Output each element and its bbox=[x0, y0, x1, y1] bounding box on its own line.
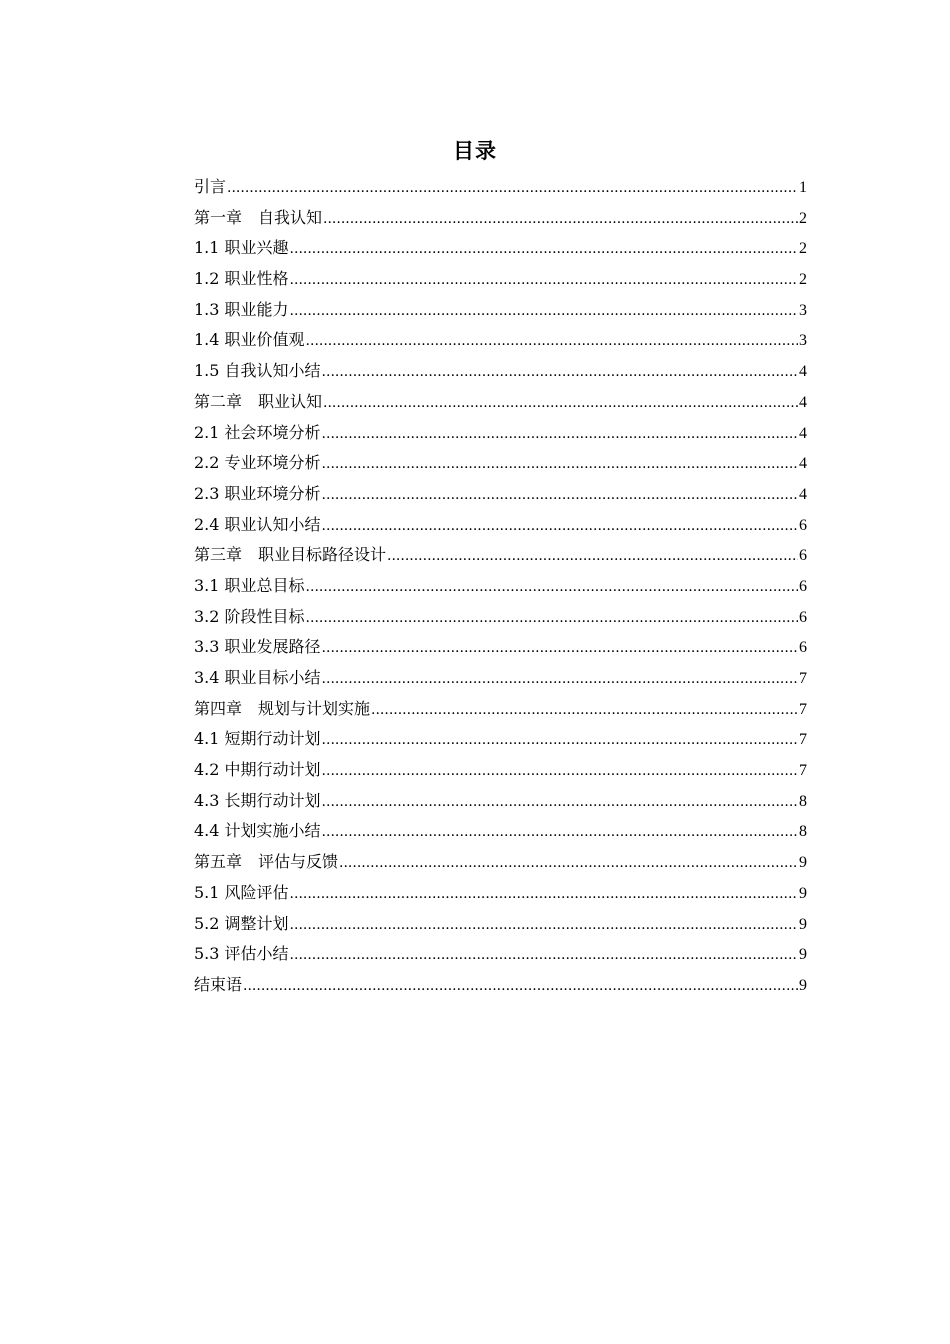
toc-entry-page-number: 6 bbox=[799, 577, 807, 595]
toc-entry-label: 2.2 专业环境分析 bbox=[194, 453, 321, 473]
toc-entry-label: 第四章 规划与计划实施 bbox=[194, 698, 371, 718]
toc-dot-leader bbox=[322, 664, 798, 695]
toc-dot-leader bbox=[322, 725, 798, 756]
toc-dot-leader bbox=[306, 603, 798, 634]
toc-dot-leader bbox=[290, 879, 798, 910]
toc-entry-page-number: 7 bbox=[799, 670, 807, 687]
toc-list bbox=[194, 172, 807, 1001]
toc-entry[interactable] bbox=[194, 264, 807, 295]
toc-dot-leader bbox=[322, 357, 798, 388]
toc-entry[interactable] bbox=[194, 694, 807, 725]
toc-entry[interactable] bbox=[194, 448, 807, 479]
toc-entry-label: 4.3 长期行动计划 bbox=[194, 790, 321, 810]
toc-entry-page-number: 6 bbox=[799, 547, 807, 565]
toc-dot-leader bbox=[322, 633, 798, 664]
toc-dot-leader bbox=[243, 971, 798, 1002]
toc-entry-page-number: 6 bbox=[799, 516, 807, 534]
toc-entry-label: 3.3 职业发展路径 bbox=[194, 637, 321, 657]
toc-entry-page-number: 9 bbox=[799, 976, 807, 994]
toc-dot-leader bbox=[290, 296, 798, 327]
toc-entry-page-number: 3 bbox=[799, 301, 807, 319]
toc-entry-page-number: 4 bbox=[799, 393, 807, 411]
toc-entry[interactable] bbox=[194, 571, 807, 602]
toc-entry[interactable] bbox=[194, 755, 807, 786]
toc-entry-label: 第一章 自我认知 bbox=[194, 207, 323, 227]
toc-entry-label: 5.1 风险评估 bbox=[194, 882, 289, 902]
toc-entry[interactable] bbox=[194, 970, 807, 1001]
toc-entry-label: 1.3 职业能力 bbox=[194, 299, 289, 319]
toc-entry-page-number: 3 bbox=[799, 332, 807, 350]
toc-entry-label: 5.3 评估小结 bbox=[194, 944, 289, 964]
toc-entry-page-number: 7 bbox=[799, 731, 807, 749]
toc-entry[interactable] bbox=[194, 203, 807, 234]
toc-entry-label: 引言 bbox=[194, 177, 227, 196]
toc-entry-label: 2.4 职业认知小结 bbox=[194, 514, 321, 534]
toc-entry-label: 3.4 职业目标小结 bbox=[194, 668, 321, 687]
toc-entry-label: 1.2 职业性格 bbox=[194, 269, 289, 289]
toc-entry-page-number: 2 bbox=[799, 240, 807, 258]
toc-dot-leader bbox=[322, 511, 798, 542]
toc-dot-leader bbox=[322, 449, 798, 480]
toc-dot-leader bbox=[290, 910, 798, 941]
toc-entry-label: 2.1 社会环境分析 bbox=[194, 422, 321, 442]
toc-entry-page-number: 4 bbox=[799, 363, 807, 381]
toc-entry[interactable] bbox=[194, 909, 807, 940]
toc-entry[interactable] bbox=[194, 878, 807, 909]
toc-dot-leader bbox=[322, 756, 798, 787]
toc-entry-page-number: 4 bbox=[799, 424, 807, 442]
toc-dot-leader bbox=[322, 817, 798, 848]
toc-entry[interactable] bbox=[194, 479, 807, 510]
toc-entry-label: 2.3 职业环境分析 bbox=[194, 483, 321, 503]
toc-entry[interactable] bbox=[194, 602, 807, 633]
toc-entry[interactable] bbox=[194, 172, 807, 203]
toc-entry-label: 第五章 评估与反馈 bbox=[194, 852, 339, 872]
toc-entry-page-number: 4 bbox=[799, 485, 807, 503]
toc-entry-page-number: 1 bbox=[799, 179, 807, 196]
toc-entry[interactable] bbox=[194, 540, 807, 571]
toc-dot-leader bbox=[387, 541, 798, 572]
toc-entry[interactable] bbox=[194, 724, 807, 755]
toc-dot-leader bbox=[322, 787, 798, 818]
toc-entry-label: 4.4 计划实施小结 bbox=[194, 821, 321, 841]
toc-dot-leader bbox=[290, 940, 798, 971]
toc-entry[interactable] bbox=[194, 356, 807, 387]
toc-dot-leader bbox=[339, 848, 798, 879]
toc-entry-page-number: 8 bbox=[799, 792, 807, 810]
toc-entry[interactable] bbox=[194, 632, 807, 663]
toc-entry-label: 3.1 职业总目标 bbox=[194, 575, 305, 595]
toc-entry-page-number: 7 bbox=[799, 700, 807, 718]
toc-entry[interactable] bbox=[194, 786, 807, 817]
toc-dot-leader bbox=[322, 419, 798, 450]
toc-entry-page-number: 2 bbox=[799, 271, 807, 289]
toc-entry-page-number: 9 bbox=[799, 854, 807, 872]
toc-entry-page-number: 9 bbox=[799, 884, 807, 902]
toc-entry-page-number: 6 bbox=[799, 639, 807, 657]
toc-entry-label: 1.4 职业价值观 bbox=[194, 330, 305, 350]
toc-entry[interactable] bbox=[194, 233, 807, 264]
toc-dot-leader bbox=[290, 265, 798, 296]
toc-entry-label: 5.2 调整计划 bbox=[194, 913, 289, 933]
toc-entry-label: 第三章 职业目标路径设计 bbox=[194, 545, 387, 565]
toc-dot-leader bbox=[323, 388, 798, 419]
toc-title: 目录 bbox=[453, 139, 497, 163]
toc-entry[interactable] bbox=[194, 663, 807, 694]
toc-entry[interactable] bbox=[194, 510, 807, 541]
toc-entry-page-number: 6 bbox=[799, 608, 807, 626]
toc-dot-leader bbox=[306, 326, 798, 357]
toc-entry[interactable] bbox=[194, 939, 807, 970]
toc-entry-label: 结束语 bbox=[194, 974, 243, 994]
toc-entry-page-number: 4 bbox=[799, 455, 807, 473]
toc-dot-leader bbox=[227, 173, 798, 204]
toc-entry-label: 3.2 阶段性目标 bbox=[194, 606, 305, 626]
toc-dot-leader bbox=[323, 204, 798, 235]
toc-entry-label: 1.5 自我认知小结 bbox=[194, 361, 321, 381]
toc-entry[interactable] bbox=[194, 387, 807, 418]
toc-entry[interactable] bbox=[194, 418, 807, 449]
toc-entry[interactable] bbox=[194, 295, 807, 326]
toc-entry-page-number: 7 bbox=[799, 762, 807, 780]
toc-entry-label: 4.2 中期行动计划 bbox=[194, 760, 321, 780]
toc-dot-leader bbox=[306, 572, 798, 603]
toc-entry[interactable] bbox=[194, 816, 807, 847]
toc-dot-leader bbox=[290, 234, 798, 265]
toc-entry[interactable] bbox=[194, 325, 807, 356]
toc-entry-page-number: 9 bbox=[799, 915, 807, 933]
toc-dot-leader bbox=[371, 695, 798, 726]
toc-dot-leader bbox=[322, 480, 798, 511]
toc-entry-label: 第二章 职业认知 bbox=[194, 391, 323, 411]
toc-entry-page-number: 2 bbox=[799, 209, 807, 227]
toc-entry-page-number: 9 bbox=[799, 946, 807, 964]
toc-entry-label: 4.1 短期行动计划 bbox=[194, 729, 321, 749]
toc-entry-label: 1.1 职业兴趣 bbox=[194, 238, 289, 258]
toc-entry[interactable] bbox=[194, 847, 807, 878]
toc-entry-page-number: 8 bbox=[799, 823, 807, 841]
